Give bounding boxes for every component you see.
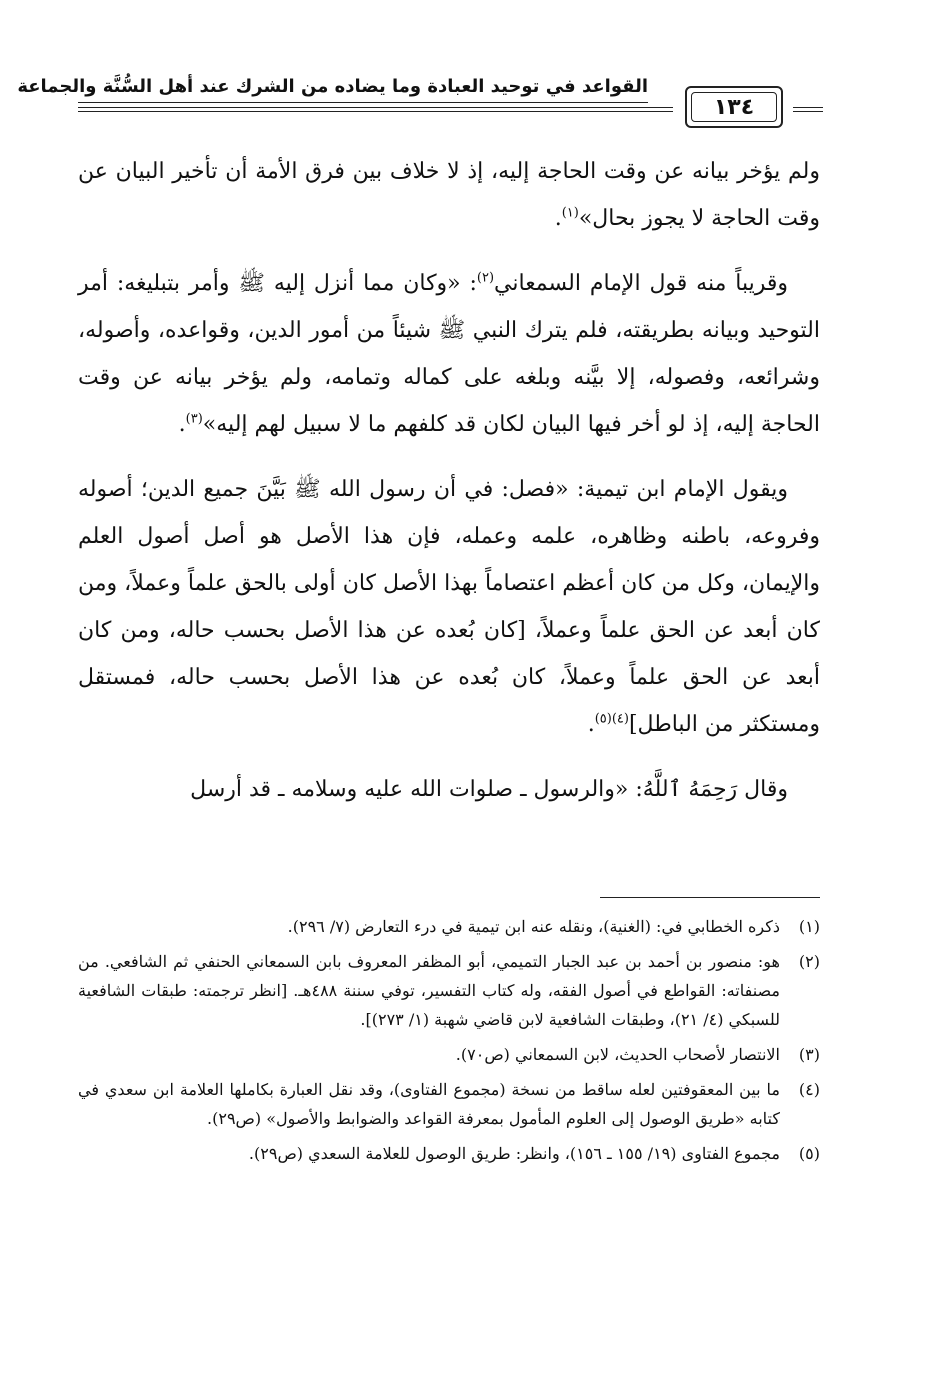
paragraph-3-end: .: [587, 712, 595, 737]
page-header: [17, 70, 823, 136]
footnotes: [78, 912, 820, 1174]
footnote-2: [78, 947, 820, 1034]
paragraph-3: [78, 466, 820, 748]
page-number: ١٣٤: [713, 94, 755, 120]
footnote-separator: [600, 897, 820, 898]
footnote-text: مجموع الفتاوى (١٩/ ١٥٥ ـ ١٥٦)، وانظر: طريق الوصول للعلامة السعدي (ص٢٩).: [248, 1144, 780, 1163]
footnote-1: [78, 912, 820, 941]
paragraph-1-end: .: [554, 206, 562, 231]
footnote-number: (٤): [798, 1080, 820, 1099]
footnote-ref-4-5: (٤)(٥): [594, 711, 629, 727]
footnote-ref-3: (٣): [185, 411, 203, 427]
paragraph-1-text: ولم يؤخر بيانه عن وقت الحاجة إليه، إذ لا خلاف بين فرق الأمة أن تأخير البيان عن وقت الحاجة لا يجوز بحال»: [78, 159, 820, 231]
badge-rule-top: [793, 107, 823, 108]
footnote-text: هو: منصور بن أحمد بن عبد الجبار التميمي، أبو المظفر المعروف بابن السمعاني الحنفي ثم الشافعي. من مصنفاته: القواطع في أصول الفقه، وله كتاب التفسير، توفي سننة ٤٨٨هـ. [انظر ترجمته: طبقات الشافعية للسبكي (٤/ ٢١)، وطبقات الشافعية لابن قاضي شهبة (١/ ٢٧٣)].: [78, 952, 781, 1029]
footnote-number: (١): [798, 917, 820, 936]
footnote-text: ما بين المعقوفتين لعله ساقط من نسخة (مجموع الفتاوى)، وقد نقل العبارة بكاملها العلامة ابن سعدي في كتابه «طريق الوصول إلى العلوم المأمول بمعرفة القواعد والضوابط والأصول» (ص٢٩).: [78, 1080, 780, 1128]
running-title: القواعد في توحيد العبادة وما يضاده من الشرك عند أهل السُّنَّة والجماعة: [17, 76, 648, 97]
main-text: [78, 148, 820, 831]
footnote-ref-2: (٢): [476, 270, 495, 286]
paragraph-2-end: .: [178, 412, 186, 437]
footnote-number: (٥): [798, 1144, 820, 1163]
header-double-rule-top: [78, 107, 673, 108]
paragraph-2-text-b: : «وكان مما أنزل إليه ﷺ وأمر بتبليغه: أمر التوحيد وبيانه بطريقته، فلم يترك النبي ﷺ شيئاً من أمور الدين، وقواعده، وأصوله، وشرائعه، وفصوله، إلا بيَّنه وبلغه على كماله وتمامه، ولم يؤخر بيانه عن وقت الحاجة إليه، إذ لو أخر فيها البيان لكان قد كلفهم ما لا سبيل لهم إليه»: [78, 271, 820, 437]
footnote-5: [78, 1139, 820, 1168]
paragraph-3-text: ويقول الإمام ابن تيمية: «فصل: في أن رسول الله ﷺ بَيَّنَ جميع الدين؛ أصوله وفروعه، باطنه وظاهره، علمه وعمله، فإن هذا الأصل هو أصل أصول العلم والإيمان، وكل من كان أعظم اعتصاماً بهذا الأصل كان أولى بالحق علماً وعملاً، ومن كان أبعد عن الحق علماً وعملاً، [كان بُعده عن هذا الأصل بحسب حاله، ومن كان أبعد عن الحق علماً وعملاً، كان بُعده عن هذا الأصل بحسب حاله، فمستقل ومستكثر من الباطل]: [78, 477, 820, 737]
footnote-text: ذكره الخطابي في: (الغنية)، ونقله عنه ابن تيمية في درء التعارض (٧/ ٢٩٦).: [287, 917, 780, 936]
header-double-rule-bottom: [78, 111, 673, 112]
paragraph-2: [78, 260, 820, 448]
paragraph-4: [78, 766, 820, 813]
footnote-4: [78, 1075, 820, 1133]
footnote-3: [78, 1040, 820, 1069]
paragraph-1: [78, 148, 820, 242]
page-number-badge: [685, 86, 783, 128]
header-rule: [78, 102, 648, 103]
badge-rule-bottom: [793, 111, 823, 112]
footnote-number: (٣): [798, 1045, 820, 1064]
footnote-text: الانتصار لأصحاب الحديث، لابن السمعاني (ص٧٠).: [455, 1045, 780, 1064]
paragraph-4-text: وقال رَحِمَهُ ٱللَّهُ: «والرسول ـ صلوات الله عليه وسلامه ـ قد أرسل: [190, 777, 788, 802]
footnote-ref-1: (١): [561, 205, 579, 221]
footnote-number: (٢): [798, 952, 820, 971]
paragraph-2-text-a: وقريباً منه قول الإمام السمعاني: [494, 271, 788, 296]
